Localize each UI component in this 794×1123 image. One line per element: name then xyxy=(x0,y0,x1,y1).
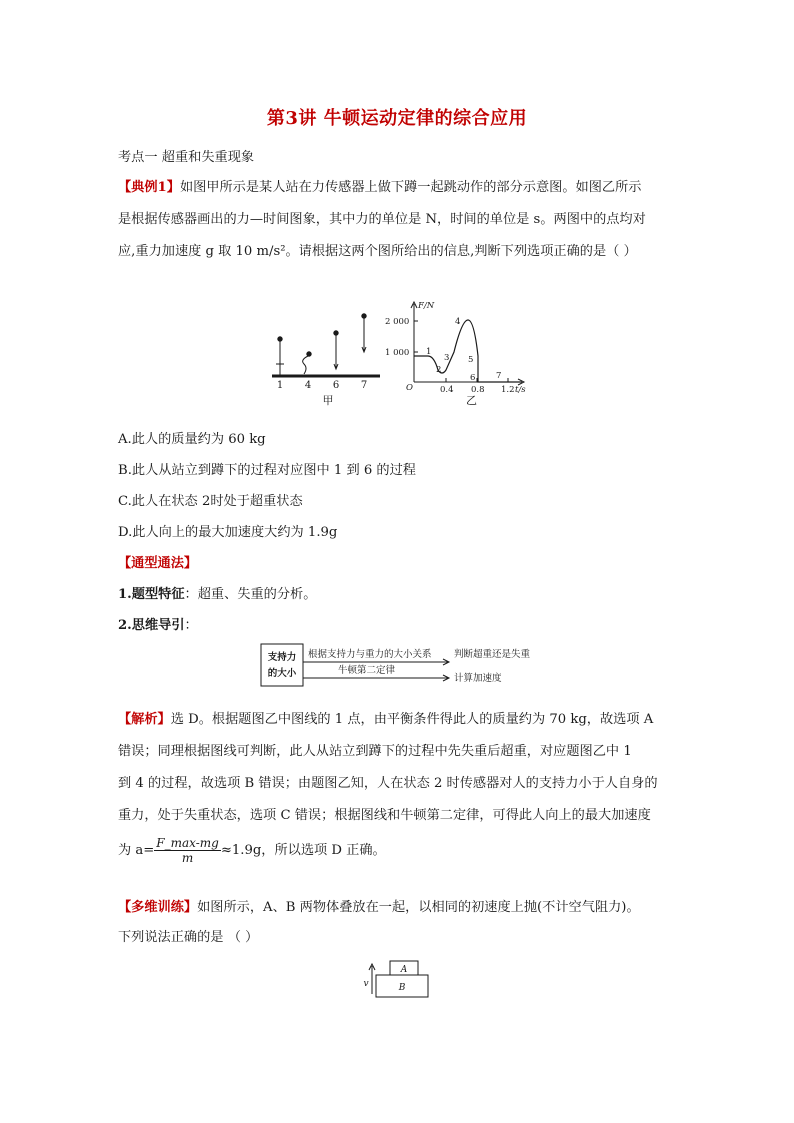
example1-line-3: 应,重力加速度 g 取 10 m/s²。请根据这两个图所给出的信息,判断下列选项正确的是（ ） xyxy=(118,244,637,259)
guide-label: 2.思维导引 xyxy=(118,618,185,633)
jia-caption: 甲 xyxy=(322,394,334,407)
option-c: C.此人在状态 2时处于超重状态 xyxy=(118,494,303,509)
yi-point-1: 1 xyxy=(426,347,432,357)
analysis-line-1 xyxy=(118,708,653,727)
formula-suffix: ≈1.9g，所以选项 D 正确。 xyxy=(220,843,386,858)
formula-denominator: m xyxy=(181,851,194,865)
yi-point-2: 2 xyxy=(436,365,442,375)
option-a: A.此人的质量约为 60 kg xyxy=(118,432,266,447)
formula-fraction xyxy=(154,836,221,865)
feature-text: ：超重、失重的分析。 xyxy=(184,587,317,602)
yi-xlabel: t/s xyxy=(515,385,526,395)
yi-point-5: 5 xyxy=(468,355,474,365)
flow-box-line-1: 支持力 xyxy=(267,652,297,663)
jia-label-4: 4 xyxy=(304,380,312,391)
yi-origin: O xyxy=(406,383,413,393)
analysis-line-3: 到 4 的过程，故选项 B 错误；由题图乙知，人在状态 2 时传感器对人的支持力小于人自身的 xyxy=(118,776,658,791)
formula-prefix: 为 a= xyxy=(118,843,155,858)
option-b: B.此人从站立到蹲下的过程对应图中 1 到 6 的过程 xyxy=(118,463,416,478)
block-a-label: A xyxy=(400,965,408,975)
flow-arrow2-label: 牛顿第二定律 xyxy=(338,665,396,676)
velocity-label: v xyxy=(363,979,369,989)
guide-line xyxy=(118,614,198,633)
flow-result2: 计算加速度 xyxy=(454,673,502,684)
flow-result1: 判断超重还是失重 xyxy=(454,649,531,660)
formula-numerator: F_max-mg xyxy=(156,836,219,850)
analysis-tag: 【解析】 xyxy=(118,712,171,727)
yi-point-3: 3 xyxy=(444,353,450,363)
multi-tag: 【多维训练】 xyxy=(118,900,198,915)
analysis-text: 选 D。根据题图乙中图线的 1 点，由平衡条件得此人的质量约为 70 kg，故选项 A xyxy=(170,712,654,727)
yi-ytick-2000: 2 000 xyxy=(385,317,410,327)
section-heading: 考点一 超重和失重现象 xyxy=(118,150,255,165)
example1-line-2: 是根据传感器画出的力—时间图象，其中力的单位是 N，时间的单位是 s。两图中的点均对 xyxy=(118,212,646,227)
thinking-flow-diagram xyxy=(258,642,548,690)
feature-label: 1.题型特征 xyxy=(118,587,185,602)
guide-text: ： xyxy=(184,618,198,633)
block-b-label: B xyxy=(398,983,406,993)
multi-line-2: 下列说法正确的是 （ ） xyxy=(118,930,259,945)
yi-caption: 乙 xyxy=(466,394,477,407)
example1-text: 如图甲所示是某人站在力传感器上做下蹲一起跳动作的部分示意图。如图乙所示 xyxy=(179,180,642,195)
method-tag: 【通型通法】 xyxy=(118,556,198,571)
page-title: 第3讲 牛顿运动定律的综合应用 xyxy=(266,108,528,129)
analysis-formula-line xyxy=(118,836,386,865)
multi-line-1 xyxy=(118,896,640,915)
multi-text: 如图所示，A、B 两物体叠放在一起，以相同的初速度上抛(不计空气阻力)。 xyxy=(197,900,640,915)
example1-tag: 【典例1】 xyxy=(118,180,180,195)
flow-box-line-2: 的大小 xyxy=(267,668,297,679)
figure-ab-blocks xyxy=(360,958,434,1002)
yi-point-6: 6 xyxy=(470,373,476,383)
option-d: D.此人向上的最大加速度大约为 1.9g xyxy=(118,525,338,540)
yi-xtick-0.8: 0.8 xyxy=(471,385,485,395)
jia-label-1: 1 xyxy=(276,380,284,391)
flow-arrow1-label: 根据支持力与重力的大小关系 xyxy=(308,649,432,660)
yi-ylabel: F/N xyxy=(418,301,435,311)
yi-ytick-1000: 1 000 xyxy=(385,348,410,358)
figure-jia xyxy=(268,306,390,408)
jia-label-6: 6 xyxy=(332,380,340,391)
example1-line-1 xyxy=(118,176,642,195)
yi-xtick-0.4: 0.4 xyxy=(440,385,454,395)
feature-line xyxy=(118,583,316,602)
analysis-line-4: 重力，处于失重状态，选项 C 错误；根据图线和牛顿第二定律，可得此人向上的最大加速度 xyxy=(118,808,651,823)
yi-point-7: 7 xyxy=(496,371,502,381)
jia-label-7: 7 xyxy=(360,380,368,391)
yi-point-4: 4 xyxy=(455,317,461,327)
yi-xtick-1.2: 1.2 xyxy=(501,385,515,395)
figure-yi xyxy=(384,296,534,408)
analysis-line-2: 错误；同理根据图线可判断，此人从站立到蹲下的过程中先失重后超重，对应题图乙中 1 xyxy=(118,744,632,759)
